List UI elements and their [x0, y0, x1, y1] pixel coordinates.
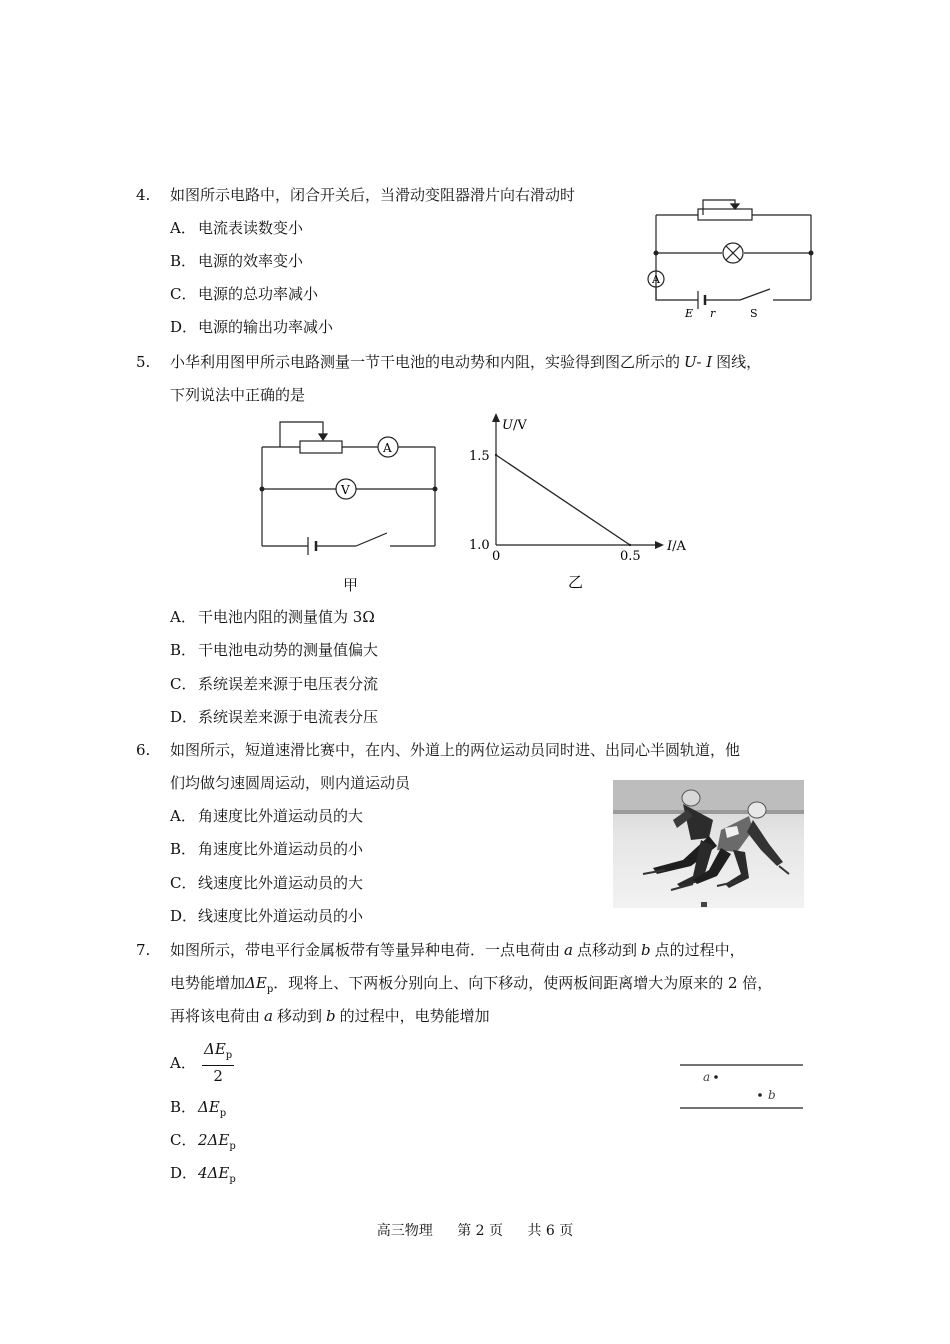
q5-stem-line2: 下列说法中正确的是: [170, 386, 306, 404]
svg-text:U/V: [502, 418, 527, 433]
y-label-var: U: [502, 418, 513, 433]
point-a-label: a: [703, 1070, 711, 1084]
y-tick-label-1.0: 1.0: [469, 538, 490, 553]
fig-yi-caption: 乙: [568, 573, 584, 590]
point-b-dot: [758, 1093, 762, 1097]
footer-subject: 高三物理: [376, 1223, 433, 1239]
q4-circuit-diagram: [640, 190, 830, 325]
q4-option-a[interactable]: A． 电流表读数变小: [170, 219, 304, 237]
q6-stem-line2: 们均做匀速圆周运动，则内道运动员: [170, 774, 411, 792]
q7-option-d[interactable]: D．$4\Delta E_p$: [170, 1164, 236, 1185]
x-label-unit: /A: [672, 539, 686, 554]
resistance-label: r: [710, 307, 716, 320]
data-point: [629, 544, 631, 546]
q7-stem-line1: 如图所示，带电平行金属板带有等量异种电荷．一点电荷由 a 点移动到 b 点的过程中，: [170, 941, 745, 959]
q6-number: 6.: [136, 741, 151, 759]
q6-option-d[interactable]: D．线速度比外道运动员的小: [170, 907, 364, 925]
q7-number: 7.: [136, 941, 151, 959]
q6-option-b[interactable]: B． 角速度比外道运动员的小: [170, 840, 364, 858]
y-axis-arrow: [492, 413, 500, 422]
rheostat: [300, 441, 342, 453]
q5-stem-line1: 小华利用图甲所示电路测量一节干电池的电动势和内阻，实验得到图乙所示的 U- I 图线，: [170, 353, 762, 371]
q7-stem-line2: 电势能增加$\Delta E_p$．现将上、下两板分别向上、向下移动，使两板间距离增大为原来的 2 倍，: [170, 974, 773, 995]
q5-option-b[interactable]: B． 干电池电动势的测量值偏大: [170, 641, 379, 659]
page-footer: [0, 1220, 950, 1240]
q5-option-c[interactable]: C． 系统误差来源于电压表分流: [170, 675, 379, 693]
switch-label: S: [750, 307, 758, 320]
q5-number: 5.: [136, 353, 151, 371]
point-a-ref: a: [564, 941, 573, 959]
emf-label: E: [685, 307, 694, 320]
q4-option-c[interactable]: C． 电源的总功率减小: [170, 285, 319, 303]
ammeter-label: A: [652, 273, 660, 286]
parallel-plates-diagram: [675, 1055, 810, 1115]
q5-option-a[interactable]: A． 干电池内阻的测量值为 3Ω: [170, 608, 375, 626]
q5-ui-graph: [465, 410, 705, 590]
svg-text:I/A: [666, 539, 687, 554]
point-b-ref: b: [640, 941, 651, 959]
q7-stem-line3: 再将该电荷由 a 移动到 b 的过程中，电势能增加: [170, 1007, 490, 1025]
q4-option-d[interactable]: D．电源的输出功率减小: [170, 318, 334, 336]
x-label-var: I: [667, 539, 673, 554]
fig-jia-caption: 甲: [343, 576, 359, 594]
q6-stem-line1: 如图所示，短道速滑比赛中，在内、外道上的两位运动员同时进、出同心半圆轨道，他: [170, 741, 741, 759]
footer-page: 第 2 页: [457, 1223, 503, 1239]
ui-line: [496, 455, 630, 545]
speed-skating-photo: [613, 780, 804, 908]
q6-option-a[interactable]: A． 角速度比外道运动员的大: [170, 807, 364, 825]
q5-circuit-jia: [250, 415, 450, 555]
data-point: [495, 454, 497, 456]
voltmeter-label: V: [341, 483, 350, 497]
x-axis-arrow: [655, 541, 664, 549]
q4-option-b[interactable]: B． 电源的效率变小: [170, 252, 304, 270]
q5-option-d[interactable]: D．系统误差来源于电流表分压: [170, 708, 379, 726]
x-tick-label-0: 0: [492, 549, 501, 564]
y-tick-label-1.5: 1.5: [469, 449, 490, 464]
fraction: $\frac{\Delta E_p}{2}$: [204, 1040, 233, 1085]
q4-number: 4.: [136, 186, 151, 204]
q7-option-a[interactable]: A． $\frac{\Delta E_p}{2}$: [170, 1040, 233, 1085]
x-tick-label-0.5: 0.5: [620, 549, 641, 564]
q6-option-c[interactable]: C． 线速度比外道运动员的大: [170, 874, 364, 892]
footer-total: 共 6 页: [527, 1223, 574, 1239]
q7-option-c[interactable]: C． $2\Delta E_p$: [170, 1131, 236, 1152]
rheostat: [698, 209, 752, 220]
ammeter-label: A: [383, 441, 392, 455]
q7-option-b[interactable]: B． $\Delta E_p$: [170, 1098, 227, 1119]
q4-stem: 如图所示电路中，闭合开关后，当滑动变阻器滑片向右滑动时: [170, 186, 576, 204]
point-a-dot: [714, 1075, 718, 1079]
point-b-label: b: [768, 1088, 776, 1102]
y-label-unit: /V: [512, 418, 527, 433]
